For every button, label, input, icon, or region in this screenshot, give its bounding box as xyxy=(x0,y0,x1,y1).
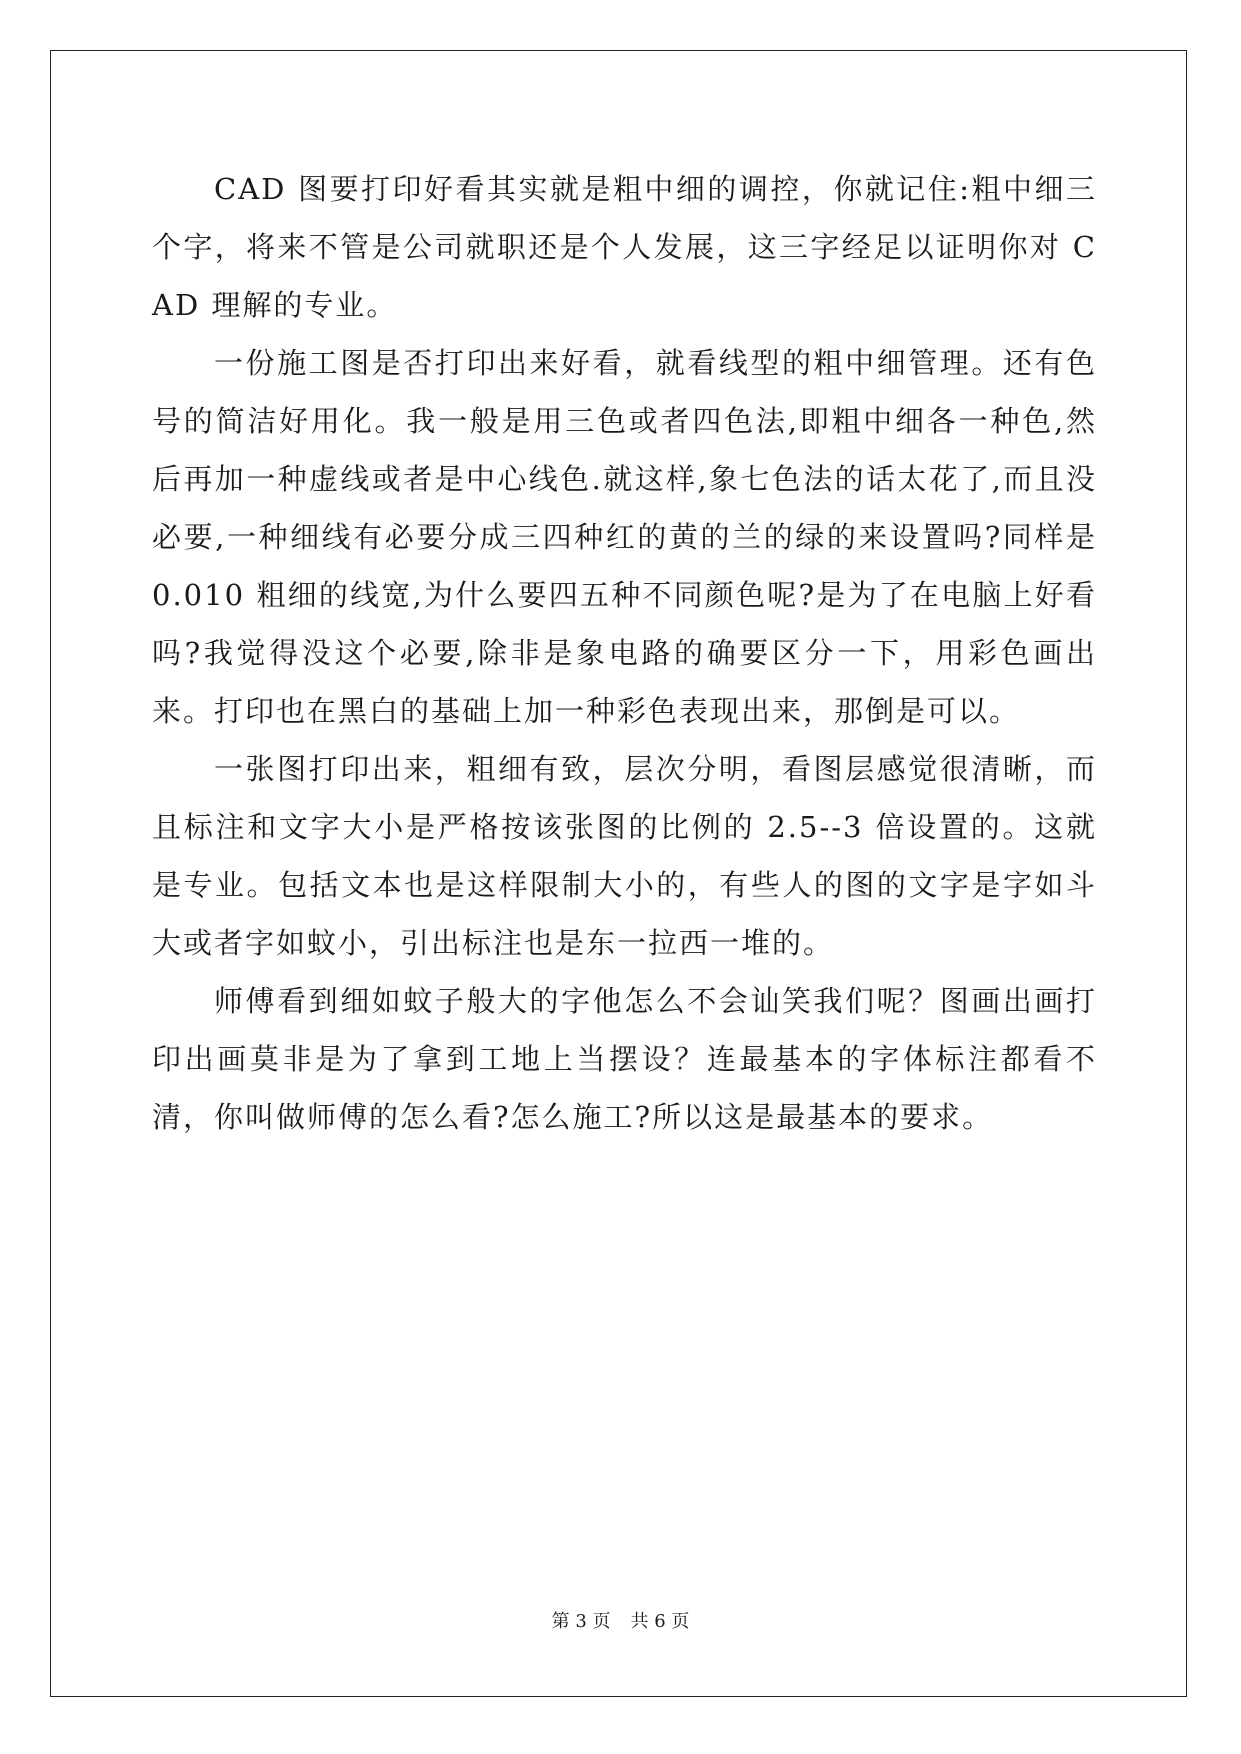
paragraph-2: 一份施工图是否打印出来好看，就看线型的粗中细管理。还有色号的简洁好用化。我一般是用三色或者四色法,即粗中细各一种色,然后再加一种虚线或者是中心线色.就这样,象七色法的话太花了,而且没必要,一种细线有必要分成三四种红的黄的兰的绿的来设置吗?同样是 0.010 粗细的线宽,为什么要四五种不同颜色呢?是为了在电脑上好看吗?我觉得没这个必要,除非是象电路的确要区分一下，用彩色画出来。打印也在黑白的基础上加一种彩色表现出来，那倒是可以。 xyxy=(152,346,1097,728)
page-number: 第 3 页 xyxy=(551,1611,611,1632)
document-body xyxy=(152,160,1097,1146)
page-footer xyxy=(0,1607,1241,1633)
paragraph-1: CAD 图要打印好看其实就是粗中细的调控，你就记住:粗中细三个字，将来不管是公司就职还是个人发展，这三字经足以证明你对 CAD 理解的专业。 xyxy=(152,172,1097,322)
paragraph-4: 师傅看到细如蚊子般大的字他怎么不会讪笑我们呢？图画出画打印出画莫非是为了拿到工地上当摆设？连最基本的字体标注都看不清，你叫做师傅的怎么看?怎么施工?所以这是最基本的要求。 xyxy=(152,984,1097,1134)
page-total: 共 6 页 xyxy=(630,1611,690,1632)
paragraph-3: 一张图打印出来，粗细有致，层次分明，看图层感觉很清晰，而且标注和文字大小是严格按该张图的比例的 2.5--3 倍设置的。这就是专业。包括文本也是这样限制大小的，有些人的图的文字是字如斗大或者字如蚊小，引出标注也是东一拉西一堆的。 xyxy=(152,752,1097,960)
